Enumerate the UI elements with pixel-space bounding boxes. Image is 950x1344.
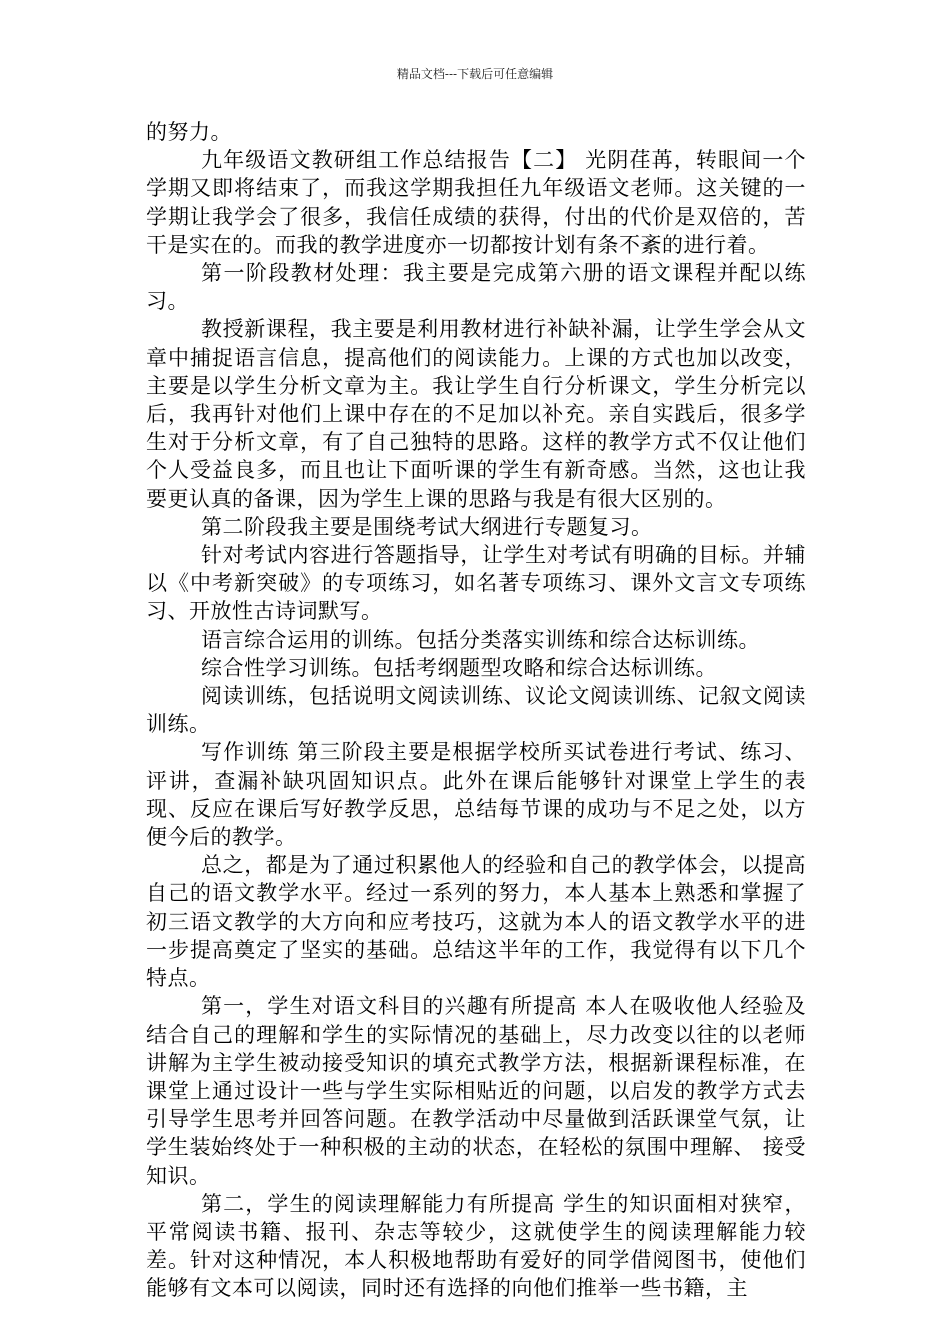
page-header: 精品文档---下载后可任意编辑 [396,67,554,81]
paragraph: 语言综合运用的训练。包括分类落实训练和综合达标训练。 [201,627,760,652]
paragraph: 教授新课程，我主要是利用教材进行补缺补漏，让学生学会从文章中捕捉语言信息，提高他们的阅读能力。上课的方式也加以改变，主要是以学生分析文章为主。我让学生自行分析课文，学生分析完以后，我再针对他们上课中存在的不足加以补充。亲自实践后，很多学生对于分析文章，有了自己独特的思路。这样的教学方式不仅让他们个人受益良多，而且也让下面听课的学生有新奇感。当然，这也让我要更认真的备课，因为学生上课的思路与我是有很大区别的。 [146,317,806,511]
paragraph: 第一阶段教材处理：我主要是完成第六册的语文课程并配以练习。 [146,261,806,314]
paragraph: 第一，学生对语文科目的兴趣有所提高 本人在吸收他人经验及结合自己的理解和学生的实际情况的基础上，尽力改变以往的以老师讲解为主学生被动接受知识的填充式教学方法，根据新课程标准，在课堂上通过设计一些与学生实际相贴近的问题，以启发的教学方式去引导学生思考并回答问题。在教学活动中尽量做到活跃课堂气氛，让学生装始终处于一种积极的主动的状态，在轻松的氛围中理解、 接受知识。 [146,994,806,1188]
paragraph: 写作训练 第三阶段主要是根据学校所买试卷进行考试、练习、评讲，查漏补缺巩固知识点。此外在课后能够针对课堂上学生的表现、反应在课后写好教学反思，总结每节课的成功与不足之处，以方便今后的教学。 [146,740,806,850]
paragraph: 综合性学习训练。包括考纲题型攻略和综合达标训练。 [201,655,717,680]
paragraph: 九年级语文教研组工作总结报告【二】 光阴荏苒，转眼间一个学期又即将结束了，而我这学期我担任九年级语文老师。这关键的一学期让我学会了很多，我信任成绩的获得，付出的代价是双倍的，苦干是实在的。而我的教学进度亦一切都按计划有条不紊的进行着。 [146,148,806,257]
document-body [146,118,806,1303]
paragraph: 总之，都是为了通过积累他人的经验和自己的教学体会，以提高自己的语文教学水平。经过一系列的努力，本人基本上熟悉和掌握了初三语文教学的大方向和应考技巧，这就为本人的语文教学水平的进一步提高奠定了坚实的基础。总结这半年的工作，我觉得有以下几个特点。 [146,853,806,991]
paragraph: 阅读训练，包括说明文阅读训练、议论文阅读训练、记叙文阅读训练。 [146,684,806,737]
paragraph: 的努力。 [146,120,232,144]
paragraph: 第二，学生的阅读理解能力有所提高 学生的知识面相对狭窄，平常阅读书籍、报刊、杂志等较少，这就使学生的阅读理解能力较差。针对这种情况，本人积极地帮助有爱好的同学借阅图书，使他们能够有文本可以阅读，同时还有选择的向他们推举一些书籍，主 [146,1191,806,1301]
paragraph: 第二阶段我主要是围绕考试大纲进行专题复习。 [201,514,653,539]
paragraph: 针对考试内容进行答题指导，让学生对考试有明确的目标。并辅以《中考新突破》的专项练习，如名著专项练习、课外文言文专项练习、开放性古诗词默写。 [146,543,806,624]
